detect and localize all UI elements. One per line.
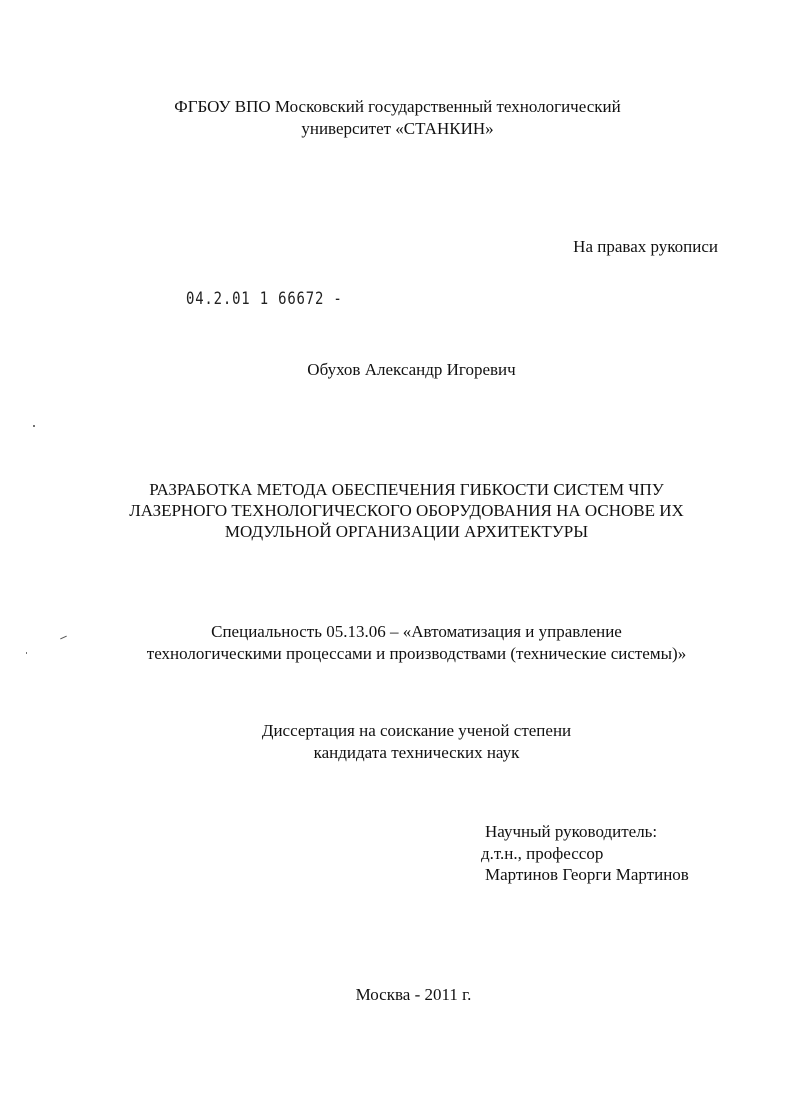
author-name: Обухов Александр Игоревич [307, 360, 516, 379]
degree-line-2: кандидата технических наук [313, 743, 520, 762]
thesis-title-line-3: МОДУЛЬНОЙ ОРГАНИЗАЦИИ АРХИТЕКТУРЫ [224, 522, 589, 541]
archive-stamp-number: 04.2.01 1 66672 - [186, 289, 343, 309]
thesis-title-line-2: ЛАЗЕРНОГО ТЕХНОЛОГИЧЕСКОГО ОБОРУДОВАНИЯ НА ОСНОВЕ ИХ [129, 501, 684, 520]
supervisor-degree: д.т.н., профессор [481, 844, 604, 863]
specialty-line-2: технологическими процессами и производствами (технические системы)» [146, 644, 687, 663]
specialty-line-1: Специальность 05.13.06 – «Автоматизация и управление [211, 622, 622, 641]
institution-line-2: университет «СТАНКИН» [301, 119, 494, 138]
institution-line-1: ФГБОУ ВПО Московский государственный технологический [174, 97, 621, 116]
degree-line-1: Диссертация на соискание ученой степени [261, 721, 572, 740]
rights-note: На правах рукописи [573, 237, 718, 256]
supervisor-name: Мартинов Георги Мартинов [485, 865, 689, 884]
city-year: Москва - 2011 г. [355, 985, 472, 1004]
scan-speck [33, 425, 35, 427]
thesis-title-line-1: РАЗРАБОТКА МЕТОДА ОБЕСПЕЧЕНИЯ ГИБКОСТИ СИСТЕМ ЧПУ [149, 480, 664, 499]
supervisor-label: Научный руководитель: [485, 822, 658, 841]
